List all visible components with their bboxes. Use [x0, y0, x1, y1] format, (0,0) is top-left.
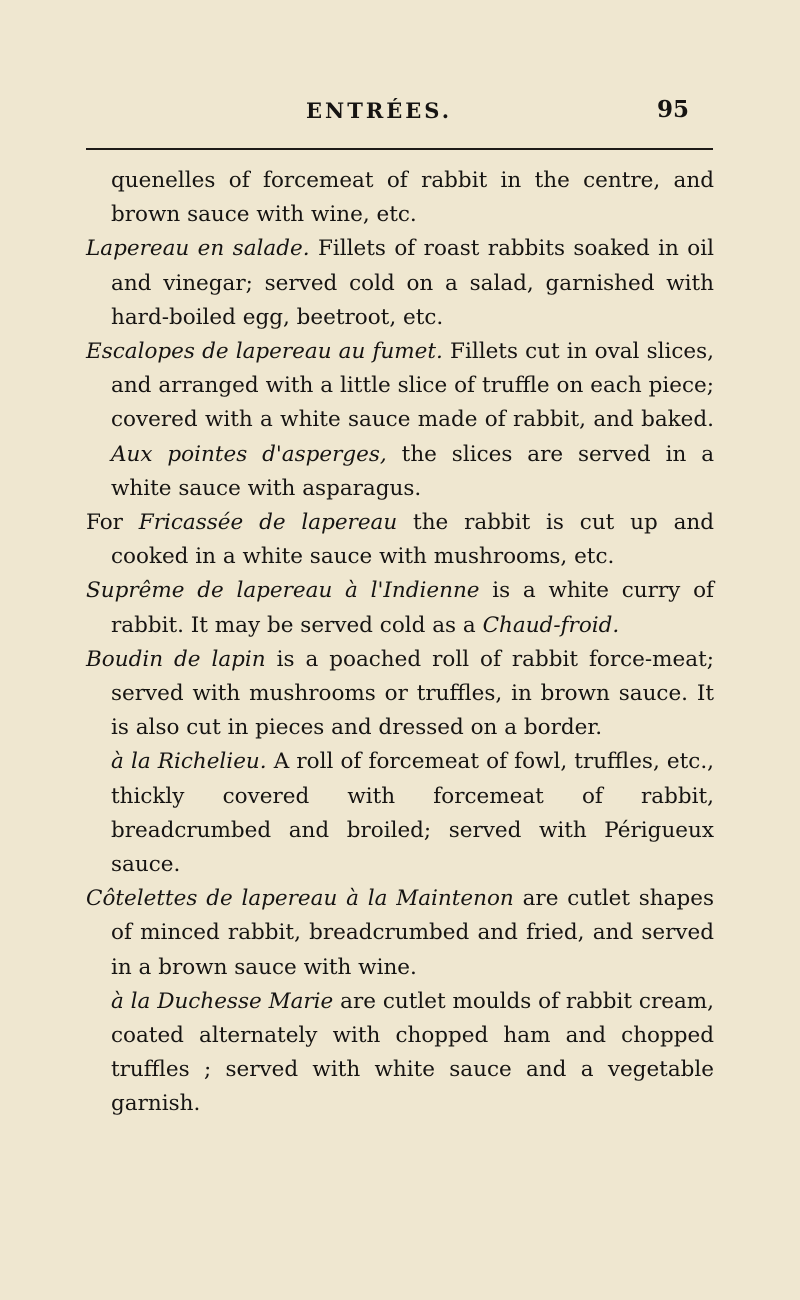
italic-term: Fricassée de lapereau — [138, 510, 398, 536]
text-run: is a white curry of rabbit. It may be served cold as a — [111, 578, 714, 638]
text-run: are cutlet shapes of minced rabbit, breadcrumbed and fried, and served in a brown sauce with wine. — [111, 886, 714, 980]
text-run: is a poached roll of rabbit force-meat; served with mushrooms or truffles, in brown sauce. It is also cut in pieces and dressed on a border. — [111, 646, 714, 741]
text-run: the rabbit is cut up and cooked in a white sauce with mushrooms, etc. — [111, 510, 714, 570]
text-run: For — [86, 510, 139, 536]
text-run: quenelles of forcemeat of rabbit in the centre, and brown sauce with wine, etc. — [111, 168, 714, 228]
italic-term: Lapereau en salade. — [86, 236, 310, 262]
paragraph-supreme-de-lapereau — [86, 574, 714, 642]
paragraph-fricassee — [86, 506, 714, 574]
text-run: the slices are served in a white sauce with asparagus. — [111, 441, 715, 501]
italic-term: Escalopes de lapereau au fumet. — [86, 339, 443, 365]
body-text — [86, 164, 715, 1122]
text-run: Fillets cut in oval slices, and arranged with a little slice of truffle on each piece; covered with a white sauce made of rabbit, and baked. — [111, 339, 714, 433]
italic-term: Suprême de lapereau à l'Indienne — [86, 578, 480, 604]
italic-term: Chaud-froid. — [482, 612, 620, 638]
italic-term: Boudin de lapin — [86, 646, 266, 672]
text-run: are cutlet moulds of rabbit cream, coated alternately with chopped ham and chopped truffles ; served with white sauce and a vegetable garnish. — [111, 988, 714, 1117]
italic-term: à la Duchesse Marie — [111, 988, 334, 1014]
running-head: ENTRÉES. — [306, 98, 453, 123]
page-number: 95 — [657, 96, 690, 123]
italic-term: Aux pointes d'asperges, — [111, 441, 387, 467]
header-rule — [86, 148, 713, 150]
paragraph-duchesse-marie — [86, 985, 714, 1122]
paragraph-a-la-richelieu — [86, 745, 714, 882]
italic-term: à la Richelieu. — [111, 749, 267, 775]
paragraph-escalopes-de-lapereau — [86, 335, 714, 506]
paragraph-continuation — [86, 164, 714, 232]
paragraph-lapereau-en-salade — [86, 232, 714, 335]
text-run: Fillets of roast rabbits soaked in oil and vinegar; served cold on a salad, garnished with hard-boiled egg, beetroot, etc. — [111, 236, 714, 330]
page-header — [0, 92, 800, 132]
paragraph-boudin-de-lapin — [86, 643, 714, 746]
italic-term: Côtelettes de lapereau à la Maintenon — [86, 886, 514, 912]
text-run: A roll of forcemeat of fowl, truffles, etc., thickly covered with forcemeat of rabbit, breadcrumbed and broiled; served with Périgueux sauce. — [111, 749, 714, 878]
paragraph-cotelettes-maintenon — [86, 882, 714, 985]
